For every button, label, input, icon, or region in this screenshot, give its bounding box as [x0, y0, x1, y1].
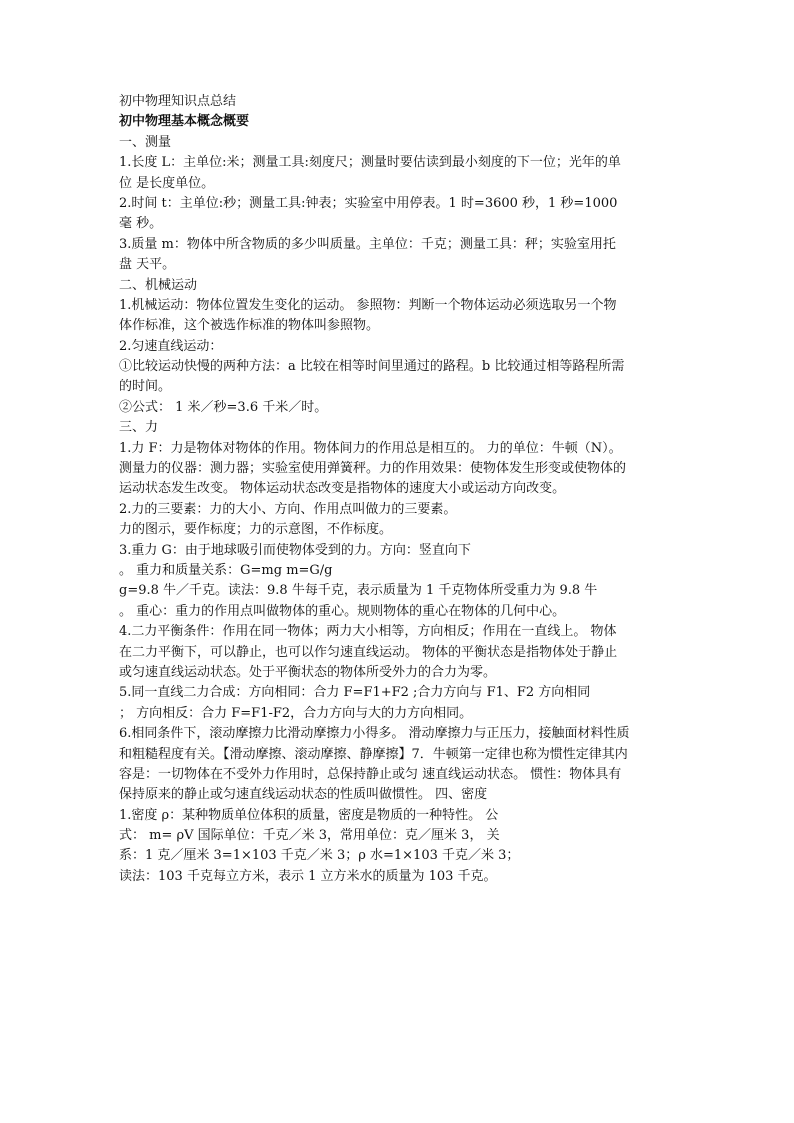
document-line: 在二力平衡下，可以静止，也可以作匀速直线运动。 物体的平衡状态是指物体处于静止 [119, 644, 618, 660]
document-line: 1.长度 L：主单位:米；测量工具:刻度尺；测量时要估读到最小刻度的下一位；光年的单 [119, 155, 621, 171]
document-page [119, 92, 679, 887]
document-line: 一、测量 [119, 134, 172, 150]
document-subtitle: 初中物理基本概念概要 [119, 114, 250, 130]
document-line: 6.相同条件下，滚动摩擦力比滑动摩擦力小得多。 滑动摩擦力与正压力，接触面材料性质 [119, 726, 630, 742]
document-line: 5.同一直线二力合成：方向相同：合力 F=F1+F2 ;合力方向与 F1、F2 方向相同 [119, 685, 591, 701]
document-line: 位 是长度单位。 [119, 175, 215, 191]
document-line: 和粗糙程度有关。【滑动摩擦、滚动摩擦、静摩擦】7．牛顿第一定律也称为惯性定律其内 [119, 746, 628, 762]
document-line: 测量力的仪器：测力器；实验室使用弹簧秤。力的作用效果：使物体发生形变或使物体的 [119, 461, 627, 477]
document-line: 读法：103 千克每立方米，表示 1 立方米水的质量为 103 千克。 [119, 868, 497, 884]
document-line: 体作标准，这个被选作标准的物体叫参照物。 [119, 318, 380, 334]
document-line: ①比较运动快慢的两种方法：a 比较在相等时间里通过的路程。b 比较通过相等路程所需 [119, 359, 625, 375]
document-line: 2.力的三要素：力的大小、方向、作用点叫做力的三要素。 [119, 501, 457, 517]
document-line: 3.质量 m：物体中所含物质的多少叫质量。主单位：千克；测量工具：秤；实验室用托 [119, 236, 616, 252]
document-line: 或匀速直线运动状态。处于平衡状态的物体所受外力的合力为零。 [119, 664, 497, 680]
document-line: 系：1 克／厘米 3=1×103 千克／米 3；ρ 水=1×103 千克／米 3； [119, 848, 520, 864]
document-line: 式： m= ρV 国际单位：千克／米 3，常用单位：克／厘米 3， 关 [119, 828, 500, 844]
document-line: 容是：一切物体在不受外力作用时，总保持静止或匀 速直线运动状态。 惯性：物体具有 [119, 766, 622, 782]
document-body [119, 133, 679, 887]
document-line: 毫 秒。 [119, 216, 163, 232]
document-line: 2.匀速直线运动： [119, 338, 223, 354]
document-line: ②公式： 1 米／秒=3.6 千米／时。 [119, 399, 328, 415]
document-line: 4.二力平衡条件：作用在同一物体；两力大小相等，方向相反；作用在一直线上。 物体 [119, 624, 617, 640]
document-line: 盘 天平。 [119, 257, 176, 273]
document-line: 3.重力 G：由于地球吸引而使物体受到的力。方向：竖直向下 [119, 542, 471, 558]
document-line: 的时间。 [119, 379, 172, 395]
document-title: 初中物理知识点总结 [119, 94, 237, 109]
document-line: 保持原来的静止或匀速直线运动状态的性质叫做惯性。 四、密度 [119, 787, 488, 803]
document-line: ； 方向相反：合力 F=F1-F2，合力方向与大的力方向相同。 [119, 705, 473, 721]
document-line: 。 重力和质量关系：G=mg m=G/g [119, 562, 333, 578]
document-line: 。 重心：重力的作用点叫做物体的重心。规则物体的重心在物体的几何中心。 [119, 603, 566, 619]
document-line: 运动状态发生改变。 物体运动状态改变是指物体的速度大小或运动方向改变。 [119, 481, 566, 497]
document-line: 二、机械运动 [119, 277, 198, 293]
document-line: 力的图示，要作标度；力的示意图，不作标度。 [119, 522, 393, 538]
document-line: 1.力 F：力是物体对物体的作用。物体间力的作用总是相互的。 力的单位：牛顿（N）。 [119, 440, 622, 456]
document-line: 1.密度 ρ：某种物质单位体积的质量，密度是物质的一种特性。 公 [119, 807, 499, 823]
document-line: 2.时间 t：主单位:秒；测量工具:钟表；实验室中用停表。1 时=3600 秒，1 秒=1000 [119, 195, 618, 211]
document-line: 1.机械运动：物体位置发生变化的运动。 参照物：判断一个物体运动必须选取另一个物 [119, 297, 617, 313]
document-line: 三、力 [119, 420, 159, 436]
document-line: g=9.8 牛／千克。读法：9.8 牛每千克，表示质量为 1 千克物体所受重力为 9.8 牛 [119, 583, 598, 599]
